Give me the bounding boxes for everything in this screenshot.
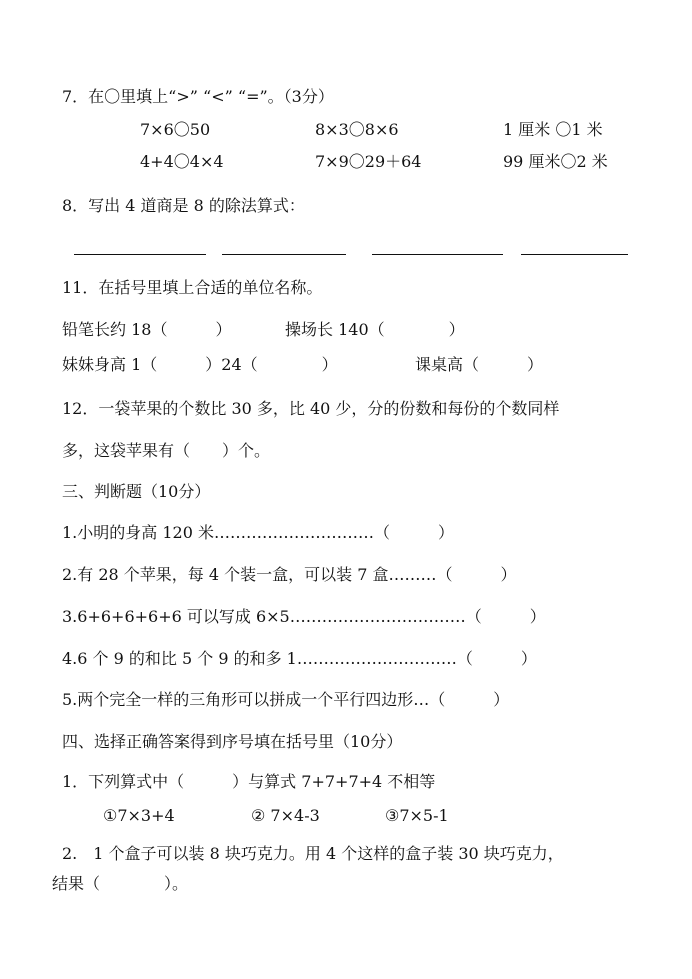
answer-line bbox=[372, 254, 503, 255]
q7-r1-c2: 8×3〇8×6 bbox=[315, 120, 399, 139]
q7-r2-c1: 4+4〇4×4 bbox=[140, 152, 224, 171]
choice-q1: 1．下列算式中（ ）与算式 7+7+7+4 不相等 bbox=[62, 772, 436, 791]
q7-r1-c1: 7×6〇50 bbox=[140, 120, 211, 139]
choice-q2-line2: 结果（ ）。 bbox=[52, 874, 189, 893]
answer-line bbox=[222, 254, 346, 255]
judge-item-3: 3.6+6+6+6+6 可以写成 6×5……………………………（ ） bbox=[62, 607, 546, 626]
answer-line bbox=[521, 254, 628, 255]
q11-r2-c1: 妹妹身高 1（ ）24（ ） bbox=[62, 355, 338, 374]
q11-title: 11．在括号里填上合适的单位名称。 bbox=[62, 278, 323, 297]
q12-line2: 多，这袋苹果有（ ）个。 bbox=[62, 441, 271, 460]
choice-q1-option-2: ② 7×4-3 bbox=[251, 806, 320, 825]
q7-r1-c3: 1 厘米 〇1 米 bbox=[503, 120, 603, 139]
section3-title: 三、判断题（10分） bbox=[62, 482, 211, 501]
choice-q1-option-3: ③7×5-1 bbox=[385, 806, 449, 825]
q7-title: 7．在〇里填上“>” “<” “=”。（3分） bbox=[62, 87, 334, 106]
judge-item-2: 2.有 28 个苹果，每 4 个装一盒，可以装 7 盒………（ ） bbox=[62, 565, 517, 584]
q12-line1: 12．一袋苹果的个数比 30 多，比 40 少，分的份数和每份的个数同样 bbox=[62, 399, 560, 418]
q11-r1-c1: 铅笔长约 18（ ） bbox=[62, 320, 232, 339]
q11-r1-c2: 操场长 140（ ） bbox=[285, 320, 465, 339]
choice-q2-line1: 2. 1 个盒子可以装 8 块巧克力。用 4 个这样的盒子装 30 块巧克力， bbox=[62, 844, 564, 863]
judge-item-1: 1.小明的身高 120 米…………………………（ ） bbox=[62, 523, 454, 542]
q11-r2-c2: 课桌高（ ） bbox=[415, 355, 544, 374]
q7-r2-c3: 99 厘米〇2 米 bbox=[503, 152, 608, 171]
q7-r2-c2: 7×9〇29＋64 bbox=[315, 152, 422, 171]
q8-title: 8．写出 4 道商是 8 的除法算式： bbox=[62, 196, 305, 215]
section4-title: 四、选择正确答案得到序号填在括号里（10分） bbox=[62, 732, 403, 751]
answer-line bbox=[74, 254, 206, 255]
judge-item-5: 5.两个完全一样的三角形可以拼成一个平行四边形…（ ） bbox=[62, 690, 510, 709]
choice-q1-option-1: ①7×3+4 bbox=[103, 806, 175, 825]
judge-item-4: 4.6 个 9 的和比 5 个 9 的和多 1…………………………（ ） bbox=[62, 649, 537, 668]
